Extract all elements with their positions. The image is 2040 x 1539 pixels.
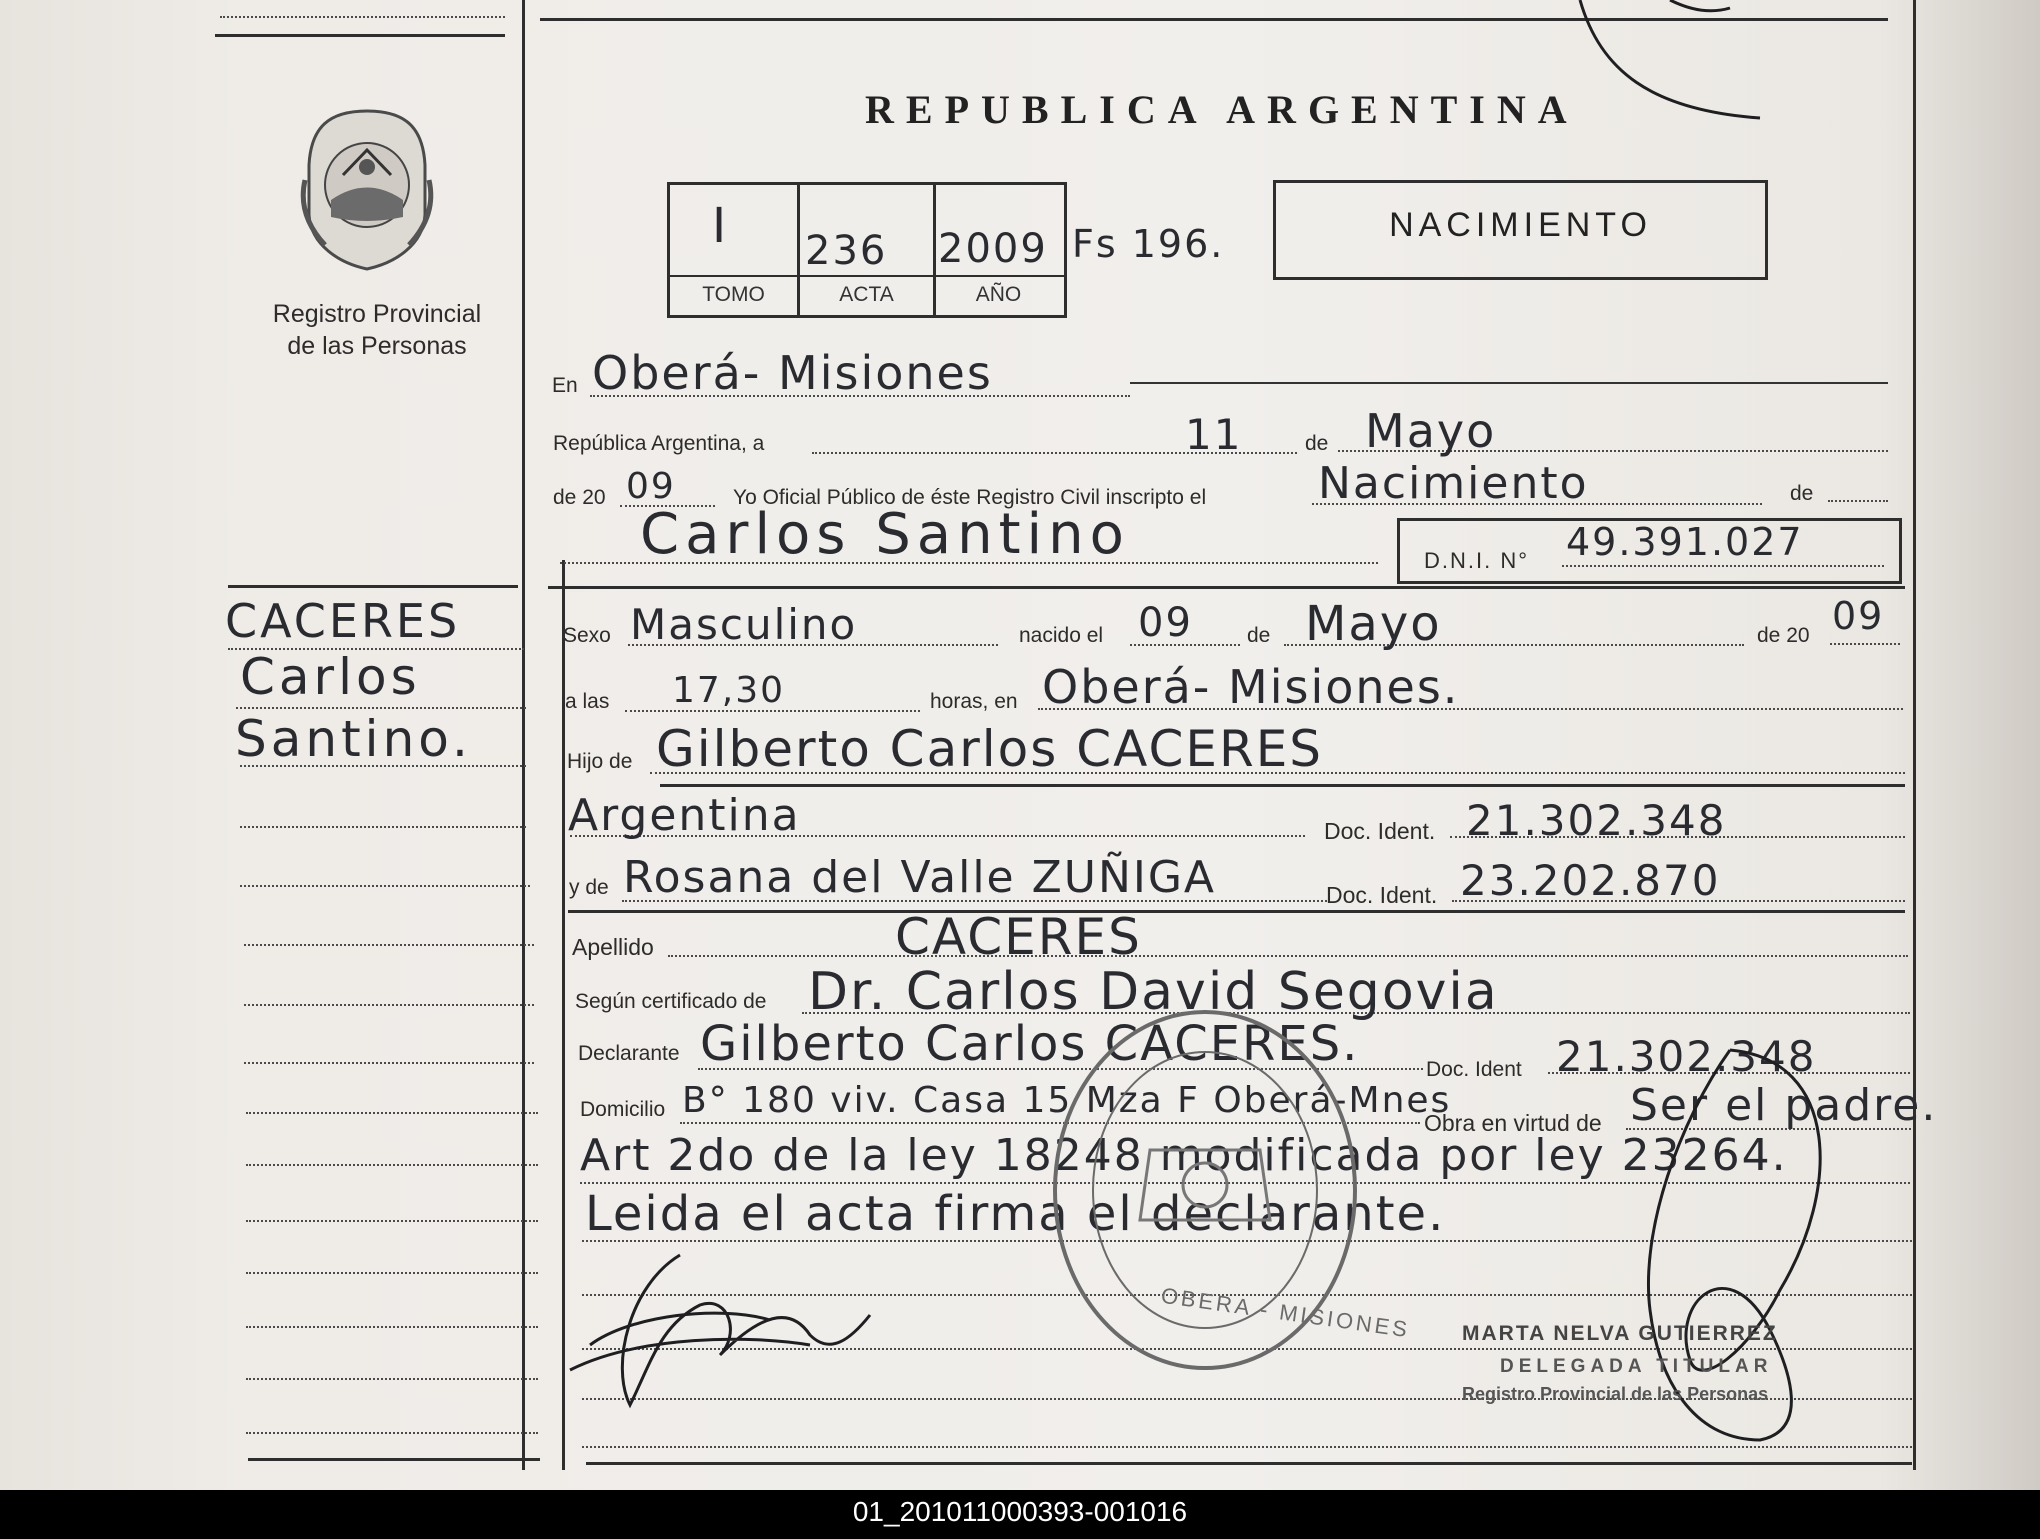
birth-place: Oberá- Misiones. [1042,660,1460,714]
declarante-value: Gilberto Carlos CACERES. [700,1016,1360,1072]
dni-value: 49.391.027 [1566,520,1804,564]
left-name-rule [228,585,518,588]
declarante-doc: 21.302.348 [1556,1032,1817,1081]
provincial-emblem-icon [295,105,440,275]
note-line1: Art 2do de la ley 18248 modificada por ley 23264. [580,1130,1788,1181]
segun-label: Según certificado de [575,990,767,1013]
de-label-3: de [1247,624,1271,647]
mother-doc: 23.202.870 [1460,856,1721,905]
registry-line1: Registro Provincial [272,300,482,328]
doc-label-2: Doc. Ident. [1326,882,1438,908]
top-signature-stroke [1560,0,1810,130]
rule [568,910,1905,913]
doc-label-3: Doc. Ident [1426,1058,1522,1081]
tomo-value: I [712,198,729,254]
birth-year-suffix: 09 [1832,594,1885,638]
dotted-line [240,765,526,767]
child-name: Carlos Santino [640,502,1130,567]
place-value: Oberá- Misiones [592,346,993,400]
margin-surname: CACERES [225,594,461,648]
obra-label: Obra en virtud de [1424,1110,1602,1136]
country-title: REPUBLICA ARGENTINA [865,87,1579,132]
dotted-line [668,955,1908,957]
de-label: de [1305,432,1329,455]
dni-label: D.N.I. N° [1424,548,1530,573]
father-name: Gilberto Carlos CACERES [656,720,1324,778]
certificado-value: Dr. Carlos David Segovia [808,962,1499,1022]
record-type: NACIMIENTO [1389,206,1652,244]
doc-label: Doc. Ident. [1324,818,1436,844]
dotted-line [1562,565,1884,567]
mother-name: Rosana del Valle ZUÑIGA [623,852,1217,903]
column-divider [522,0,525,1470]
dotted-line [246,1112,538,1114]
stamp-office: Registro Provincial de las Personas [1462,1384,1769,1404]
month-value: Mayo [1365,404,1497,458]
obra-value: Ser el padre. [1630,1080,1938,1131]
declarante-label: Declarante [578,1042,680,1065]
dotted-line [246,1326,538,1328]
hour-value: 17,30 [672,670,786,711]
hijo-label: Hijo de [567,750,633,773]
seal-bottom-text: OBERA - MISIONES [1159,1282,1412,1343]
bottom-rule [586,1462,1912,1465]
father-doc: 21.302.348 [1466,796,1727,845]
note-line2: Leida el acta firma el declarante. [585,1186,1446,1242]
birth-day: 09 [1138,600,1193,646]
de20-label: de 20 [553,486,606,509]
top-dotted-line [220,16,505,18]
dotted-line [244,1062,534,1064]
apellido-value: CACERES [895,908,1142,966]
day-value: 11 [1185,410,1243,459]
rule [660,784,1905,787]
dotted-line [246,1378,538,1380]
yde-label: y de [569,876,609,899]
dotted-line [244,1004,534,1006]
sexo-value: Masculino [630,600,858,649]
dotted-line [244,944,534,946]
inscripto-value: Nacimiento [1318,458,1589,509]
rule [1130,382,1888,384]
de-label-2: de [1790,482,1814,505]
anio-label: AÑO [975,283,1022,306]
dotted-line [240,885,530,887]
anio-value: 2009 [938,226,1048,272]
stamp-role: DELEGADA TITULAR [1500,1356,1773,1377]
alas-label: a las [565,690,610,713]
dotted-line [246,1272,538,1274]
horas-label: horas, en [930,690,1018,713]
sexo-label: Sexo [563,624,611,647]
right-border [1913,0,1916,1470]
domicilio-label: Domicilio [580,1098,666,1121]
apellido-label: Apellido [572,934,654,960]
left-bottom-rule [248,1458,540,1461]
dotted-line [236,707,526,709]
domicilio-value: B° 180 viv. Casa 15 Mza F Oberá-Mnes [682,1080,1452,1121]
image-caption: 01_201011000393-001016 [852,1496,1188,1527]
dotted-line [1830,643,1900,645]
dotted-line [240,826,526,828]
republica-label: República Argentina, a [553,432,765,455]
box-label-rule [670,275,1064,277]
nacido-label: nacido el [1019,624,1104,647]
tomo-label: TOMO [702,283,765,306]
section-rule [548,586,1905,589]
dotted-line [246,1220,538,1222]
acta-value: 236 [805,228,888,274]
dotted-line [246,1432,538,1434]
dotted-line [1828,500,1888,502]
margin-second-name: Santino. [235,710,472,768]
acta-label: ACTA [839,283,894,306]
birth-month: Mayo [1305,596,1442,652]
folio-note: Fs 196. [1072,222,1225,266]
stamp-name: MARTA NELVA GUTIERREZ [1462,1322,1778,1345]
dotted-line [246,1164,538,1166]
en-label: En [552,374,578,397]
father-nationality: Argentina [568,790,801,841]
margin-first-name: Carlos [240,648,421,706]
de20b-label: de 20 [1757,624,1810,647]
declarant-signature [550,1245,890,1415]
registry-line2: de las Personas [287,332,467,360]
oficial-label: Yo Oficial Público de éste Registro Civil inscripto el [733,486,1207,509]
year-suffix: 09 [626,466,676,507]
left-top-rule [215,34,505,37]
